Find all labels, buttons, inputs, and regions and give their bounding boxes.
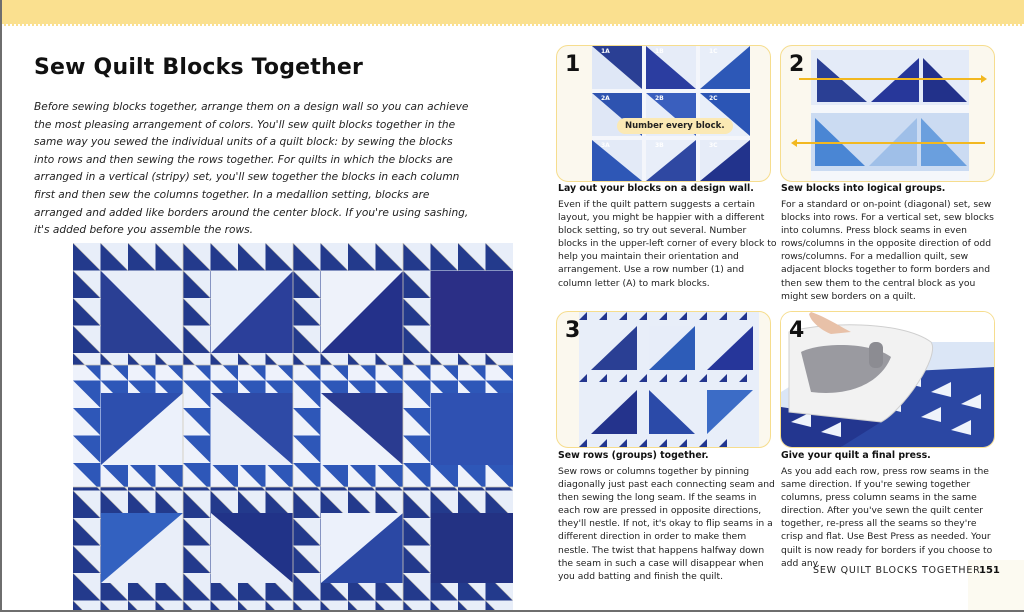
rows-illustration: [811, 46, 969, 181]
step-1-photo: [556, 45, 771, 182]
block-label: 2C: [709, 95, 718, 102]
step-4-heading: Give your quilt a final press.: [781, 450, 931, 461]
step-3-photo: [556, 311, 771, 448]
block-label: 1C: [709, 48, 718, 55]
quilt-blocks-illustration: [73, 243, 513, 610]
pressing-iron-image: [781, 312, 994, 447]
top-color-band: [2, 0, 1024, 26]
step-1-number: 1: [565, 52, 581, 77]
step-2-body: For a standard or on-point (diagonal) set, sew blocks into rows. For a vertical set, sew blocks into columns. Press block seams in even rows/columns in the opposite direction of odd rows/columns. For a medallion quilt, sew adjacent blocks together to form borders and then sew them to the central block as you might sew borders on a quilt.: [781, 199, 994, 302]
block-label: 2B: [655, 95, 664, 102]
step-3-body: Sew rows or columns together by pinning diagonally just past each connecting seam and then sewing the long seam. If the seams in each row are pressed in opposite directions, they'll nestle. If not, it's okay to flip seams in a different direction in order to make them nestle. The twist that happens halfway down the seam in such a case will disappear when you add batting and finish the quilt.: [558, 466, 775, 582]
step-4-photo: [780, 311, 995, 448]
page-number: 151: [979, 565, 1000, 576]
running-footer: SEW QUILT BLOCKS TOGETHER: [813, 565, 981, 576]
step-4-body: As you add each row, press row seams in the same direction. If you're sewing together columns, press column seams in the same direction. After you've sewn the quilt center together, re-press all the seams so they're crisp and flat. Use Best Press as needed. Your quilt is now ready for borders if you choose to add any.: [781, 466, 993, 569]
page-left-edge: [0, 0, 2, 612]
step-3-number: 3: [565, 318, 581, 343]
step-4-number: 4: [789, 318, 805, 343]
intro-paragraph: Before sewing blocks together, arrange them on a design wall so you can achieve the most pleasing arrangement of colors. You'll sew quilt blocks together in the same way you sewed the individual units of a quilt block: by sewing the blocks into rows and then sewing the rows together. For quilts in which the blocks are arranged in a vertical (stripy) set, you'll sew together the blocks in each column first and then sew the columns together. In a medallion setting, blocks are arranged and added like borders around the center block. If you're using sashing, it's added before you assemble the rows.: [34, 101, 469, 237]
block-label: 2A: [601, 95, 610, 102]
joined-rows-illustration: [579, 312, 759, 447]
block-label: 1B: [655, 48, 664, 55]
rows-image: [811, 46, 969, 181]
block-label: 3A: [601, 142, 610, 149]
iron-on-quilt-illustration: [781, 312, 994, 447]
arrow-left-icon: [793, 142, 985, 144]
step-2-heading: Sew blocks into logical groups.: [781, 183, 946, 194]
step-2-number: 2: [789, 52, 805, 77]
arrow-right-icon: [799, 78, 985, 80]
step-3-heading: Sew rows (groups) together.: [558, 450, 709, 461]
quilt-photo: [73, 243, 513, 610]
number-every-block-callout: Number every block.: [617, 118, 733, 134]
step-1-body: Even if the quilt pattern suggests a certain layout, you might be happier with a different block setting, so try out several. Number blocks in the upper-left corner of every block to help you maintain their orientation and arrangement. Use a row number (1) and column letter (A) to mark blocks.: [558, 199, 777, 289]
block-label: 3C: [709, 142, 718, 149]
joined-rows-image: [579, 312, 758, 447]
page-title: Sew Quilt Blocks Together: [34, 55, 364, 80]
blocks-grid-illustration: [592, 46, 750, 181]
numbered-blocks-image: [592, 46, 750, 181]
step-1-heading: Lay out your blocks on a design wall.: [558, 183, 754, 194]
block-label: 3B: [655, 142, 664, 149]
block-label: 1A: [601, 48, 610, 55]
step-2-photo: [780, 45, 995, 182]
